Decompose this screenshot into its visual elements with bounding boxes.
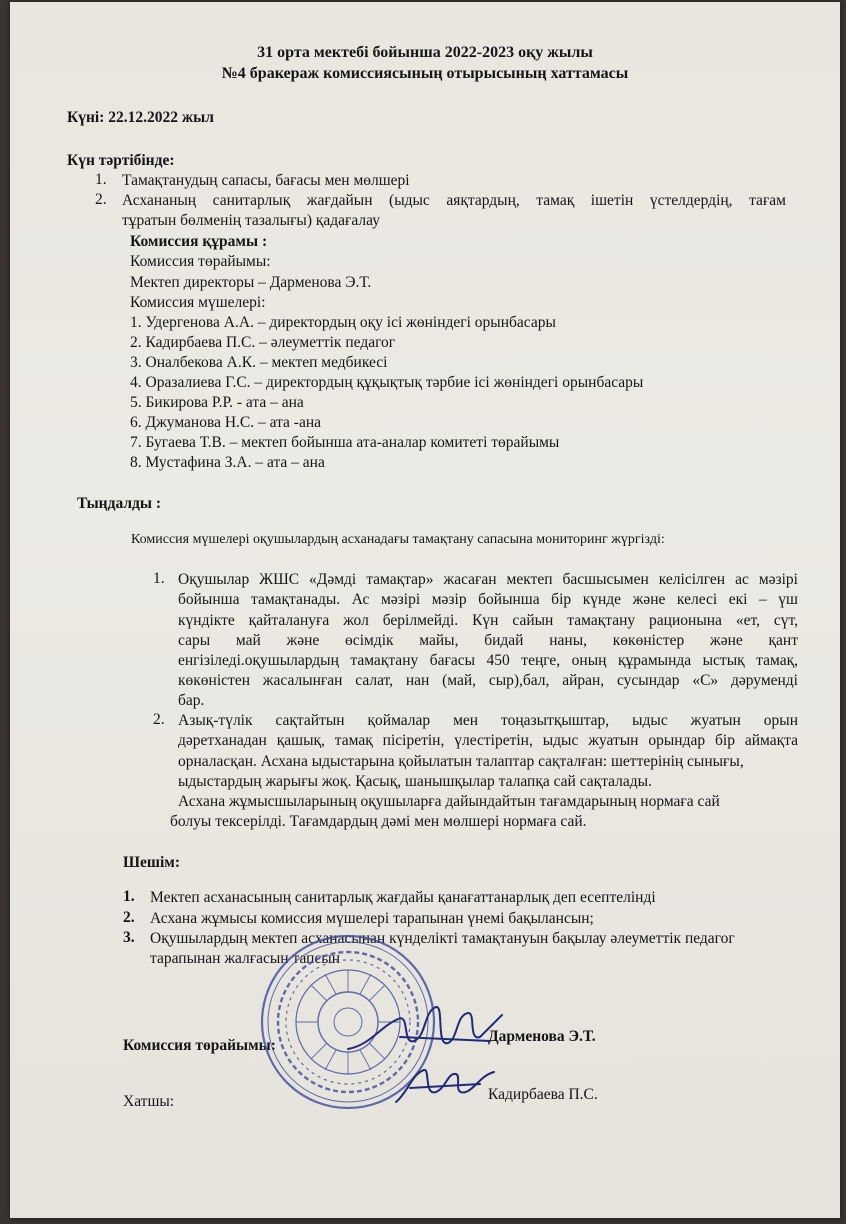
commission-member: 4. Оразалиева Г.С. – директордың құқықтық тәрбие ісі жөніндегі орынбасары — [130, 374, 644, 391]
agenda-item-text: Асхананың санитарлық жағдайын (ыдыс аяқтардың, тамақ ішетін үстелдердің, тағам — [122, 192, 786, 209]
commission-members-label: Комиссия мүшелері: — [130, 294, 266, 311]
agenda-item-text: Тамақтанудың сапасы, бағасы мен мөлшері — [122, 172, 410, 189]
commission-member: 7. Бугаева Т.В. – мектеп бойынша ата-аналар комитеті төрайымы — [130, 434, 560, 451]
document-page — [10, 2, 840, 1218]
heard-item2-line: орналасқан. Асхана ыдыстарына қойылатын талаптар сақталған: шеттерінің сынығы, — [178, 753, 744, 770]
chair-signature-label: Комиссия төрайымы: — [123, 1037, 276, 1054]
document-title-line2: №4 бракераж комиссиясының отырысының хаттамасы — [221, 65, 629, 82]
commission-heading: Комиссия құрамы : — [130, 233, 268, 250]
commission-chair-label: Комиссия төрайымы: — [130, 253, 271, 270]
heard-heading: Тыңдалды : — [77, 495, 162, 512]
date-line: Күні: 22.12.2022 жыл — [67, 109, 214, 126]
heard-item1-line: бойынша тамақтанады. Ас мәзірі мәзір бойынша бір күнде және келесі екі – үш — [178, 591, 798, 608]
decision-item-text: Мектеп асханасының санитарлық жағдайы қанағаттанарлық деп есептелінді — [150, 889, 656, 906]
decision-item-text: Асхана жұмысы комиссия мүшелері тарапынан үнемі бақылансын; — [150, 910, 594, 927]
commission-member: 6. Джуманова Н.С. – ата -ана — [130, 414, 322, 431]
commission-chair: Мектеп директоры – Дарменова Э.Т. — [130, 274, 372, 291]
agenda-item-text: тұратын бөлменің тазалығы) қадағалау — [122, 212, 381, 229]
decision-item-number: 2. — [123, 909, 135, 926]
secretary-signature-name: Кадирбаева П.С. — [488, 1086, 598, 1103]
heard-item2-line: ыдыстардың жарығы жоқ. Қасық, шанышқылар талапқа сай сақталады. — [178, 773, 652, 790]
secretary-signature-icon — [390, 1062, 500, 1112]
commission-member: 2. Кадирбаева П.С. – әлеуметтік педагог — [130, 334, 396, 351]
decision-item-number: 3. — [123, 929, 135, 946]
heard-item1-line: күндікте қайталануға жол берілмейді. Күн сайын тамақтану рационына «ет, сүт, — [178, 612, 798, 629]
heard-item-number: 2. — [153, 711, 165, 728]
document-title-line1: 31 орта мектебі бойынша 2022-2023 оқу жылы — [257, 44, 593, 61]
heard-item2-line: дәретханадан қашық, тамақ пісіретін, үлестіретін, ыдыс жуатын орындар бір аймақта — [178, 732, 798, 749]
heard-item1-line: енгізіледі.оқушылардың тамақтану бағасы 450 теңге, оның құрамында ыстық тамақ, — [178, 652, 798, 669]
agenda-item-number: 1. — [95, 171, 107, 188]
heard-item1-line: сары май және өсімдік майы, бидай наны, көкөністер және қант — [178, 632, 798, 649]
commission-member: 5. Бикирова Р.Р. - ата – ана — [130, 394, 304, 411]
decision-item-number: 1. — [123, 888, 135, 905]
commission-member: 8. Мустафина З.А. – ата – ана — [130, 454, 325, 471]
decision-item-text: тарапынан жалғасын тапсын — [150, 950, 341, 967]
chair-signature-icon — [340, 997, 510, 1067]
decision-heading: Шешім: — [123, 854, 181, 871]
heard-item-number: 1. — [153, 570, 165, 587]
agenda-item-number: 2. — [95, 191, 107, 208]
chair-signature-name: Дарменова Э.Т. — [488, 1028, 596, 1045]
commission-member: 1. Удергенова А.А. – директордың оқу ісі жөніндегі орынбасары — [130, 314, 556, 331]
heard-item1-line: Оқушылар ЖШС «Дәмді тамақтар» жасаған мектеп басшысымен келісілген ас мәзірі — [178, 571, 798, 588]
agenda-heading: Күн тәртібінде: — [67, 152, 175, 169]
heard-item1-line: көкөністен жасалынған салат, нан (май, сыр),бал, айран, сусындар «С» дәруменді — [178, 672, 798, 689]
secretary-signature-label: Хатшы: — [123, 1093, 175, 1110]
heard-item2-line: Азық-түлік сақтайтын қоймалар мен тоңазытқыштар, ыдыс жуатын орын — [178, 712, 798, 729]
heard-intro: Комиссия мүшелері оқушылардың асханадағы тамақтану сапасына мониторинг жүргізді: — [131, 532, 665, 547]
heard-item1-line: бар. — [178, 692, 205, 709]
decision-item-text: Оқушылардың мектеп асханасынан күнделікті тамақтануын бақылау әлеуметтік педагог — [150, 930, 735, 947]
heard-item2-line: болуы тексерілді. Тағамдардың дәмі мен мөлшері нормаға сай. — [170, 813, 587, 830]
heard-item2-line: Асхана жұмысшыларының оқушыларға дайындайтын тағамдарының нормаға сай — [178, 793, 720, 810]
commission-member: 3. Оналбекова А.К. – мектеп медбикесі — [130, 354, 388, 371]
